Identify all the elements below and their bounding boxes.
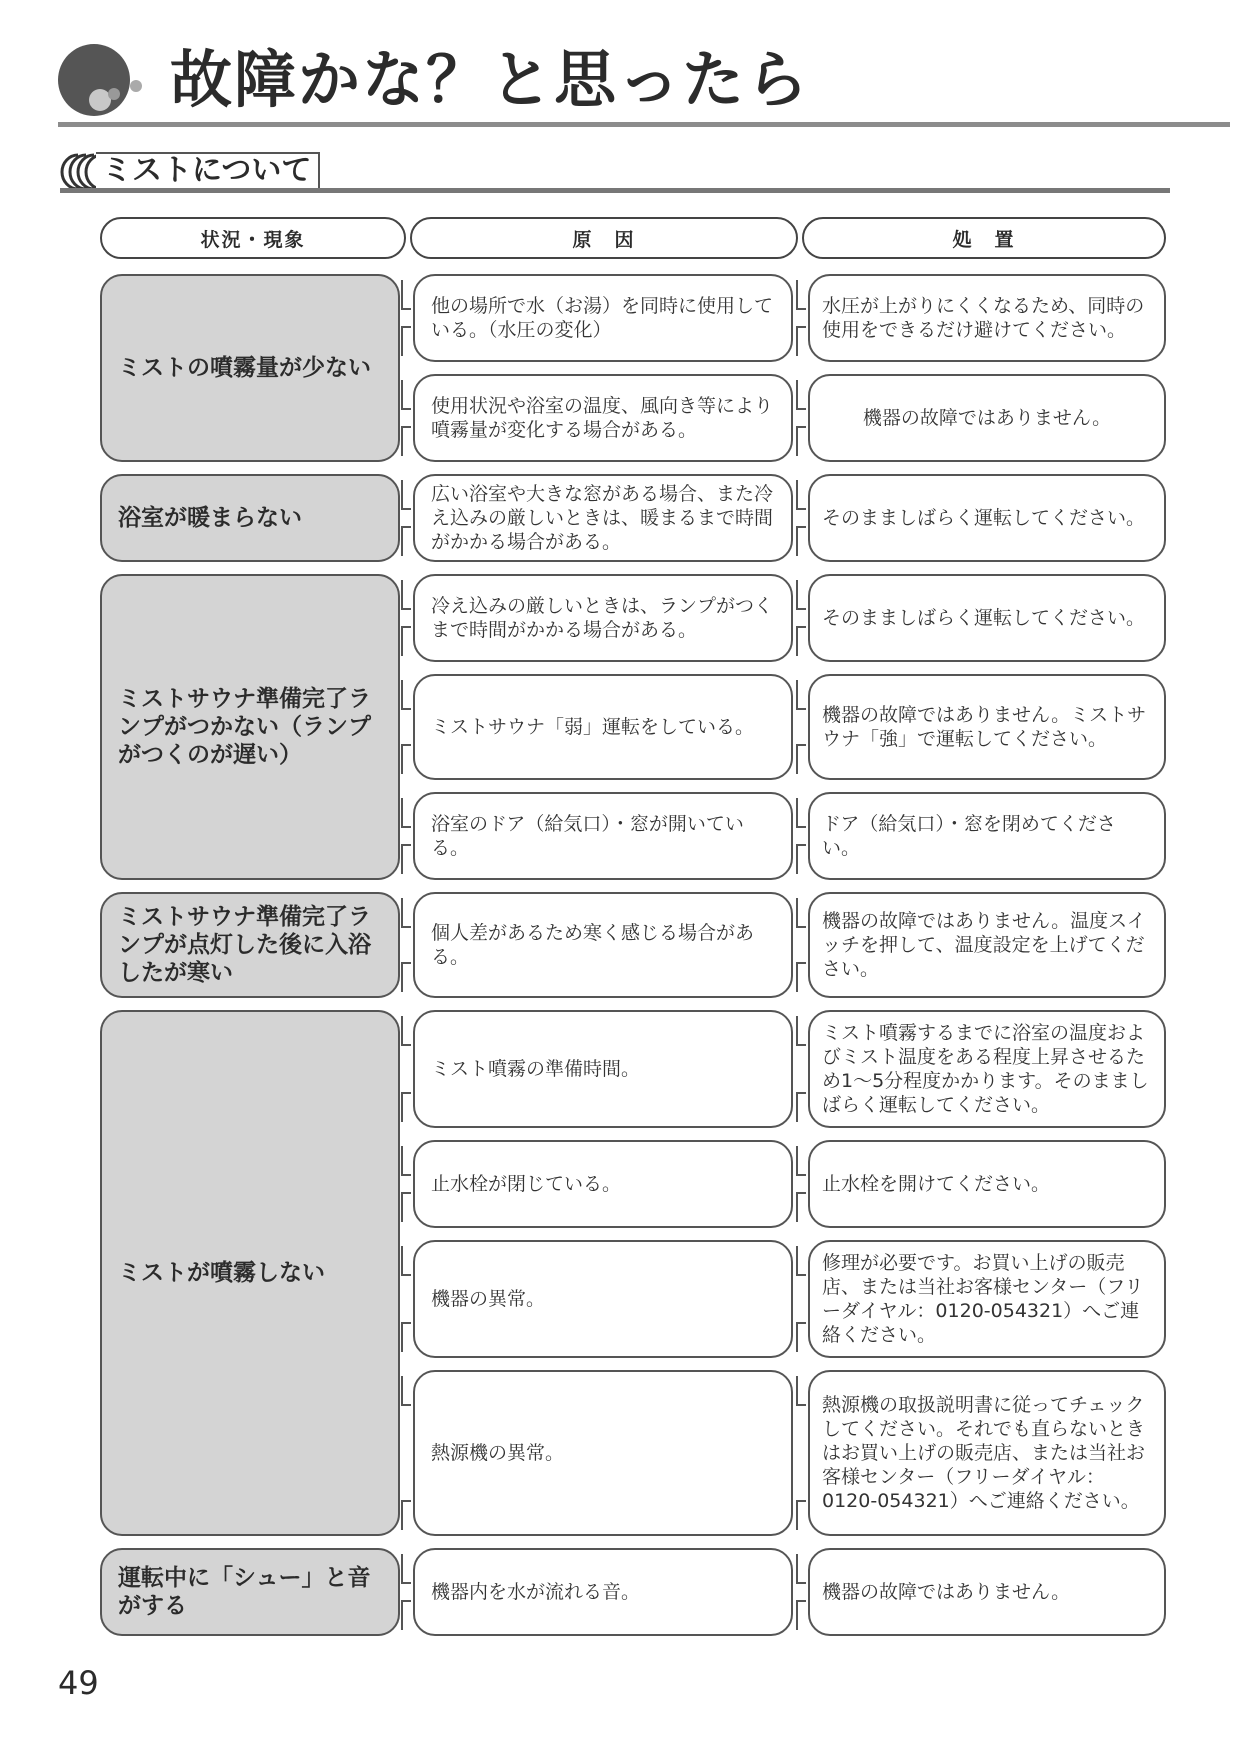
symptom-cell xyxy=(100,892,400,998)
cause-text: 冷え込みの厳しいときは、ランプがつくまで時間がかかる場合がある。 xyxy=(431,595,774,641)
symptom-cell xyxy=(100,1548,400,1636)
page-title: 故障かな？と思ったら xyxy=(170,43,811,116)
remedy-text: 水圧が上がりにくくなるため、同時の使用をできるだけ避けてください。 xyxy=(822,295,1145,341)
cell-bracket xyxy=(796,1016,806,1046)
cause-text: 熱源機の異常。 xyxy=(431,1442,565,1464)
cause-cell xyxy=(413,674,793,780)
remedy-text: 止水栓を開けてください。 xyxy=(822,1173,1051,1195)
cell-bracket xyxy=(796,962,806,992)
cell-bracket xyxy=(796,1554,806,1584)
cell-bracket xyxy=(796,1246,806,1276)
cause-cell xyxy=(413,374,793,462)
cell-bracket xyxy=(796,580,806,610)
remedy-cell xyxy=(808,374,1166,462)
header-cause: 原 因 xyxy=(410,217,798,259)
cause-cell xyxy=(413,1240,793,1358)
cell-bracket xyxy=(796,480,806,510)
remedy-cell xyxy=(808,274,1166,362)
remedy-cell xyxy=(808,574,1166,662)
cell-bracket xyxy=(401,798,411,828)
remedy-text: 機器の故障ではありません。 xyxy=(822,1581,1071,1603)
remedy-cell xyxy=(808,474,1166,562)
cell-bracket xyxy=(796,380,806,410)
symptom-text: ミストサウナ準備完了ランプがつかない（ランプがつくのが遅い） xyxy=(118,686,371,768)
remedy-cell xyxy=(808,1370,1166,1536)
remedy-cell xyxy=(808,1010,1166,1128)
cell-bracket xyxy=(796,280,806,310)
cell-bracket xyxy=(796,1500,806,1530)
cell-bracket xyxy=(401,898,411,928)
section-divider xyxy=(60,188,1170,193)
remedy-text: 機器の故障ではありません。ミストサウナ「強」で運転してください。 xyxy=(822,704,1147,750)
cell-bracket xyxy=(796,744,806,774)
header-symptom: 状況・現象 xyxy=(100,217,406,259)
cause-text: 他の場所で水（お湯）を同時に使用している。（水圧の変化） xyxy=(431,295,774,341)
cell-bracket xyxy=(796,798,806,828)
remedy-text: 機器の故障ではありません。 xyxy=(862,407,1112,429)
cell-bracket xyxy=(796,626,806,656)
cell-bracket xyxy=(796,426,806,456)
cause-text: 機器の異常。 xyxy=(431,1288,546,1310)
cause-text: 広い浴室や大きな窓がある場合、また冷え込みの厳しいときは、暖まるまで時間がかかる場合がある。 xyxy=(431,483,774,553)
cause-text: 個人差があるため寒く感じる場合がある。 xyxy=(431,922,755,968)
section-title: ミストについて xyxy=(102,153,312,188)
cell-bracket xyxy=(796,1376,806,1406)
cell-bracket xyxy=(796,1322,806,1352)
remedy-text: 修理が必要です。お買い上げの販売店、または当社お客様センター（フリーダイヤル：0120-054321）へご連絡ください。 xyxy=(822,1252,1144,1346)
remedy-cell xyxy=(808,792,1166,880)
symptom-cell xyxy=(100,574,400,880)
cause-cell xyxy=(413,574,793,662)
remedy-text: そのまましばらく運転してください。 xyxy=(822,507,1146,529)
cell-bracket xyxy=(796,1146,806,1176)
cause-cell xyxy=(413,892,793,998)
cause-text: 浴室のドア（給気口）・窓が開いている。 xyxy=(431,813,744,859)
cell-bracket xyxy=(401,1554,411,1584)
cell-bracket xyxy=(401,626,411,656)
cause-cell xyxy=(413,1140,793,1228)
cause-cell xyxy=(413,792,793,880)
remedy-cell xyxy=(808,892,1166,998)
cell-bracket xyxy=(401,1500,411,1530)
title-divider xyxy=(58,122,1230,127)
symptom-cell xyxy=(100,274,400,462)
cell-bracket xyxy=(796,1092,806,1122)
remedy-text: ドア（給気口）・窓を閉めてください。 xyxy=(822,813,1116,859)
symptom-text: ミストサウナ準備完了ランプが点灯した後に入浴したが寒い xyxy=(118,904,371,986)
cell-bracket xyxy=(796,844,806,874)
remedy-text: 熱源機の取扱説明書に従ってチェックしてください。それでも直らないときはお買い上げの販売店、または当社お客様センター（フリーダイヤル：0120-054321）へご連絡ください。 xyxy=(822,1394,1146,1512)
cause-cell xyxy=(413,1548,793,1636)
remedy-cell xyxy=(808,1548,1166,1636)
cell-bracket xyxy=(401,426,411,456)
cell-bracket xyxy=(796,898,806,928)
cell-bracket xyxy=(401,380,411,410)
cell-bracket xyxy=(401,526,411,556)
cell-bracket xyxy=(401,1376,411,1406)
cell-bracket xyxy=(401,844,411,874)
symptom-text: 運転中に「シュー」と音がする xyxy=(118,1565,371,1619)
cell-bracket xyxy=(401,1322,411,1352)
cell-bracket xyxy=(401,580,411,610)
cell-bracket xyxy=(401,1016,411,1046)
cell-bracket xyxy=(796,1192,806,1222)
header-remedy: 処 置 xyxy=(802,217,1166,259)
cause-text: 機器内を水が流れる音。 xyxy=(431,1581,641,1603)
cell-bracket xyxy=(401,1092,411,1122)
remedy-text: 機器の故障ではありません。温度スイッチを押して、温度設定を上げてください。 xyxy=(822,910,1146,980)
cell-bracket xyxy=(401,326,411,356)
symptom-cell xyxy=(100,1010,400,1536)
cell-bracket xyxy=(796,1600,806,1630)
cause-cell xyxy=(413,1370,793,1536)
remedy-cell xyxy=(808,1240,1166,1358)
title-bullet-icon xyxy=(56,42,156,118)
symptom-text: 浴室が暖まらない xyxy=(118,505,302,531)
cause-text: ミストサウナ「弱」運転をしている。 xyxy=(431,716,755,738)
cell-bracket xyxy=(401,962,411,992)
cell-bracket xyxy=(401,1246,411,1276)
symptom-cell xyxy=(100,474,400,562)
cell-bracket xyxy=(401,1600,411,1630)
symptom-text: ミストの噴霧量が少ない xyxy=(118,355,371,381)
cause-text: ミスト噴霧の準備時間。 xyxy=(431,1058,641,1080)
cause-text: 使用状況や浴室の温度、風向き等により噴霧量が変化する場合がある。 xyxy=(431,395,774,441)
remedy-text: そのまましばらく運転してください。 xyxy=(822,607,1146,629)
cell-bracket xyxy=(401,1192,411,1222)
cause-text: 止水栓が閉じている。 xyxy=(431,1173,622,1195)
cause-cell xyxy=(413,474,793,562)
cell-bracket xyxy=(401,280,411,310)
page-number: 49 xyxy=(58,1664,99,1702)
cell-bracket xyxy=(796,526,806,556)
cell-bracket xyxy=(401,480,411,510)
remedy-cell xyxy=(808,1140,1166,1228)
cell-bracket xyxy=(796,680,806,710)
cell-bracket xyxy=(796,326,806,356)
cell-bracket xyxy=(401,744,411,774)
cause-cell xyxy=(413,1010,793,1128)
cell-bracket xyxy=(401,1146,411,1176)
cell-bracket xyxy=(401,680,411,710)
remedy-cell xyxy=(808,674,1166,780)
cause-cell xyxy=(413,274,793,362)
remedy-text: ミスト噴霧するまでに浴室の温度およびミスト温度をある程度上昇させるため1～5分程度かかります。そのまましばらく運転してください。 xyxy=(822,1022,1149,1116)
symptom-text: ミストが噴霧しない xyxy=(118,1260,325,1286)
